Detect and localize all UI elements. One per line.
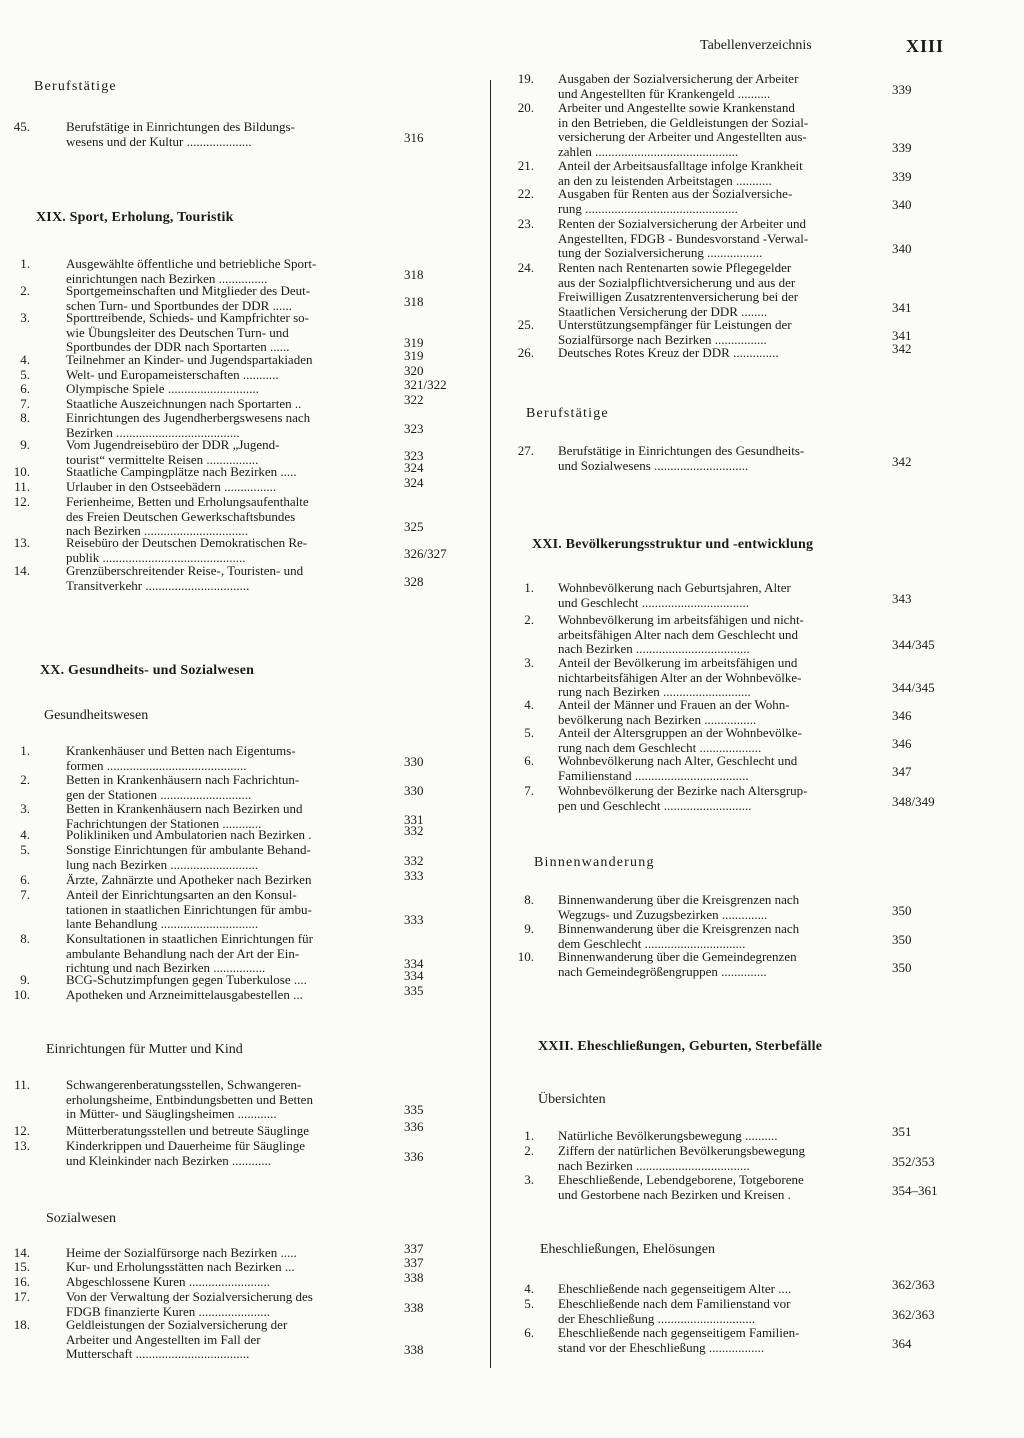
entry-title — [66, 1124, 309, 1139]
entry-title — [558, 726, 802, 755]
entry-title — [558, 581, 791, 610]
entry-title — [558, 187, 792, 216]
entry-title — [66, 973, 307, 988]
entry-page: 350 — [892, 902, 912, 918]
entry-number: 4. — [20, 827, 30, 842]
entry-number: 9. — [20, 972, 30, 987]
entry-number: 13. — [13, 535, 30, 550]
entry-title-line: Schwangerenberatungsstellen, Schwangeren- — [66, 1077, 302, 1092]
entry-number: 26. — [517, 345, 534, 360]
entry-page: 319 — [404, 348, 424, 363]
entry-title-line: Eheschließende nach gegenseitigem Alter .... — [558, 1281, 792, 1296]
entry-page: 354–361 — [892, 1182, 938, 1198]
entry-page: 339 — [892, 81, 912, 97]
entry-number: 2. — [524, 1143, 534, 1158]
entry-page: 324 — [404, 475, 424, 490]
section-heading-gesundheitswesen: Gesundheitswesen — [44, 708, 149, 723]
entry-page: 334 — [404, 956, 424, 971]
entry-title — [66, 843, 311, 872]
entry-number: 6. — [524, 1325, 534, 1340]
entry-page: 341 — [892, 327, 912, 343]
entry-title-line: zahlen ............................................ — [558, 143, 739, 159]
entry-title — [558, 893, 799, 922]
entry-number: 25. — [517, 317, 534, 332]
entry-number: 1. — [20, 256, 30, 271]
entry-title-line: Renten der Sozialversicherung der Arbeiter und — [558, 216, 806, 231]
entry-number: 8. — [524, 892, 534, 907]
entry-page: 362/363 — [892, 1277, 935, 1292]
entry-title — [66, 1318, 287, 1362]
entry-title-line: Sonstige Einrichtungen für ambulante Behand- — [66, 842, 311, 857]
entry-page: 350 — [892, 931, 912, 947]
entry-page: 326/327 — [404, 545, 447, 561]
entry-page: 323 — [404, 447, 424, 463]
entry-page: 340 — [892, 196, 912, 212]
entry-title-line: rung nach Bezirken ........................... — [558, 684, 751, 699]
entry-title-line: Ausgewählte öffentliche und betriebliche Sport- — [66, 256, 317, 271]
entry-number: 3. — [20, 310, 30, 325]
entry-title-line: und Angestellten für Krankengeld .......... — [558, 85, 771, 101]
entry-number: 11. — [14, 1077, 30, 1092]
entry-title-line: Bezirken ...................................... — [66, 424, 240, 440]
entry-number: 17. — [13, 1289, 30, 1304]
entry-title — [558, 698, 790, 727]
entry-title — [558, 101, 808, 159]
entry-number: 14. — [13, 563, 30, 578]
entry-title-line: Angestellten, FDGB - Bundesvorstand -Verwal- — [558, 230, 809, 246]
entry-page: 316 — [404, 129, 424, 145]
section-heading-mutter-kind: Einrichtungen für Mutter und Kind — [46, 1042, 243, 1057]
entry-title-line: Krankenhäuser und Betten nach Eigentums- — [66, 743, 296, 758]
entry-title-line: dem Geschlecht ............................... — [558, 935, 746, 951]
entry-title — [66, 564, 303, 593]
entry-title-line: Olympische Spiele ............................ — [66, 381, 259, 396]
entry-title — [558, 261, 798, 319]
entry-title-line: Wegzugs- und Zuzugsbezirken .............. — [558, 906, 768, 922]
entry-page: 333 — [404, 912, 424, 927]
section-heading-binnenwanderung: Binnenwanderung — [534, 855, 655, 870]
entry-title-line: Polikliniken und Ambulatorien nach Bezirken . — [66, 827, 312, 842]
entry-page: 337 — [404, 1255, 424, 1270]
entry-page: 318 — [404, 293, 424, 309]
entry-title-line: Anteil der Einrichtungsarten an den Konsul- — [66, 887, 297, 902]
entry-title-line: Betten in Krankenhäusern nach Fachrichtun- — [66, 772, 300, 787]
entry-number: 3. — [524, 1172, 534, 1187]
entry-title — [558, 444, 804, 473]
entry-number: 2. — [20, 283, 30, 298]
entry-title-line: ambulante Behandlung nach der Art der Ein- — [66, 945, 300, 961]
entry-title-line: Ausgaben für Renten aus der Sozialversiche- — [558, 186, 793, 201]
entry-page: 332 — [404, 852, 424, 868]
entry-title-line: richtung und nach Bezirken ................ — [66, 960, 266, 975]
entry-title-line: Mütterberatungsstellen und betreute Säuglinge — [66, 1123, 309, 1138]
entry-title — [558, 784, 807, 813]
entry-number: 11. — [14, 479, 30, 494]
entry-title — [66, 1275, 270, 1290]
entry-title-line: Ferienheime, Betten und Erholungsaufenthalte — [66, 494, 309, 509]
entry-number: 2. — [524, 612, 534, 627]
entry-title-line: Unterstützungsempfänger für Leistungen der — [558, 317, 792, 332]
entry-title-line: Ärzte, Zahnärzte und Apotheker nach Bezirken — [66, 872, 312, 887]
entry-title-line: Einrichtungen des Jugendherbergswesens nach — [66, 410, 311, 425]
entry-page: 346 — [892, 735, 912, 751]
entry-title — [66, 744, 296, 773]
entry-number: 10. — [517, 949, 534, 964]
entry-title-line: Wohnbevölkerung nach Alter, Geschlecht und — [558, 753, 798, 768]
entry-title-line: Anteil der Männer und Frauen an der Wohn- — [558, 697, 790, 712]
entry-page: 322 — [404, 392, 424, 407]
entry-number: 9. — [524, 921, 534, 936]
entry-page: 334 — [404, 968, 424, 983]
entry-title — [66, 1078, 313, 1122]
entry-number: 13. — [13, 1138, 30, 1153]
entry-title-line: bevölkerung nach Bezirken ................ — [558, 711, 757, 727]
entry-page: 335 — [404, 983, 424, 998]
entry-title-line: Eheschließende nach dem Familienstand vor — [558, 1296, 791, 1311]
entry-title-line: Wohnbevölkerung im arbeitsfähigen und nicht- — [558, 612, 804, 627]
entry-title-line: des Freien Deutschen Gewerkschaftsbundes — [66, 508, 296, 524]
entry-title-line: tung der Sozialversicherung ................. — [558, 245, 763, 260]
entry-title — [66, 988, 303, 1003]
entry-title-line: BCG-Schutzimpfungen gegen Tuberkulose .... — [66, 972, 307, 987]
entry-title-line: Binnenwanderung über die Gemeindegrenzen — [558, 949, 797, 964]
entry-number: 9. — [20, 437, 30, 452]
entry-page: 344/345 — [892, 637, 935, 652]
section-heading-ehe: Eheschließungen, Ehelösungen — [540, 1242, 715, 1257]
entry-number: 19. — [517, 71, 534, 86]
entry-title-line: Berufstätige in Einrichtungen des Gesundheits- — [558, 443, 805, 458]
running-title: Tabellenverzeichnis — [700, 38, 812, 53]
entry-title-line: Berufstätige in Einrichtungen des Bildungs- — [66, 119, 295, 134]
entry-title-line: Sportbundes der DDR nach Sportarten ...... — [66, 339, 290, 354]
entry-page: 338 — [404, 1270, 424, 1285]
entry-title-line: publik ............................................ — [66, 549, 246, 565]
entry-title — [66, 438, 280, 467]
entry-number: 22. — [517, 186, 534, 201]
entry-title-line: stand vor der Eheschließung ................. — [558, 1339, 765, 1355]
entry-page: 318 — [404, 266, 424, 282]
entry-number: 5. — [524, 725, 534, 740]
entry-page: 337 — [404, 1241, 424, 1256]
entry-title-line: pen und Geschlecht ........................... — [558, 797, 752, 813]
entry-page: 342 — [892, 453, 912, 469]
entry-number: 16. — [13, 1274, 30, 1289]
entry-title-line: Natürliche Bevölkerungsbewegung .......... — [558, 1128, 778, 1143]
entry-title-line: Ziffern der natürlichen Bevölkerungsbewegung — [558, 1143, 806, 1158]
entry-title-line: Von der Verwaltung der Sozialversicherung des — [66, 1289, 313, 1304]
entry-title-line: gen der Stationen ............................ — [66, 786, 252, 802]
entry-page: 346 — [892, 707, 912, 723]
entry-number: 5. — [20, 842, 30, 857]
entry-title-line: und Gestorbene nach Bezirken und Kreisen . — [558, 1186, 791, 1202]
entry-title-line: Staatlichen Versicherung der DDR ........ — [558, 303, 768, 319]
entry-title — [66, 120, 295, 149]
entry-title-line: Betten in Krankenhäusern nach Bezirken und — [66, 801, 303, 816]
entry-page: 333 — [404, 868, 424, 883]
entry-number: 45. — [13, 119, 30, 134]
entry-title-line: Anteil der Altersgruppen an der Wohnbevölke- — [558, 725, 802, 740]
entry-title-line: Wohnbevölkerung nach Geburtsjahren, Alter — [558, 580, 791, 595]
entry-title — [558, 346, 779, 361]
entry-title-line: und Kleinkinder nach Bezirken ............ — [66, 1152, 272, 1168]
entry-page: 336 — [404, 1148, 424, 1164]
entry-number: 10. — [13, 987, 30, 1002]
entry-title — [66, 773, 299, 802]
entry-title — [66, 480, 276, 495]
entry-title-line: Staatliche Auszeichnungen nach Sportarten .. — [66, 396, 302, 411]
chapter-heading-xx: XX. Gesundheits- und Sozialwesen — [40, 663, 255, 678]
entry-number: 3. — [20, 801, 30, 816]
entry-title-line: Deutsches Rotes Kreuz der DDR .............. — [558, 345, 779, 360]
entry-page: 342 — [892, 341, 912, 356]
section-heading-berufstaetige: Berufstätige — [34, 79, 117, 94]
entry-title-line: in Mütter- und Säuglingsheimen ............ — [66, 1106, 277, 1121]
entry-page: 362/363 — [892, 1306, 935, 1322]
entry-page: 323 — [404, 420, 424, 436]
entry-page: 344/345 — [892, 680, 935, 695]
entry-title-line: Freiwilligen Zusatzrentenversicherung bei der — [558, 289, 799, 304]
entry-title — [66, 1290, 313, 1319]
entry-number: 5. — [20, 367, 30, 382]
entry-title-line: Eheschließende nach gegenseitigem Familien- — [558, 1325, 800, 1340]
section-heading-berufstaetige-2: Berufstätige — [526, 406, 609, 421]
page-number: XIII — [906, 36, 945, 56]
entry-number: 7. — [20, 396, 30, 411]
entry-title-line: Konsultationen in staatlichen Einrichtungen für — [66, 931, 313, 946]
entry-title-line: nach Bezirken ................................... — [558, 1157, 750, 1173]
entry-title — [558, 1129, 778, 1144]
entry-number: 3. — [524, 655, 534, 670]
entry-number: 4. — [524, 697, 534, 712]
entry-title — [66, 353, 312, 368]
entry-number: 7. — [524, 783, 534, 798]
entry-title-line: schen Turn- und Sportbundes der DDR ...... — [66, 297, 293, 313]
section-heading-sozialwesen: Sozialwesen — [46, 1211, 116, 1226]
entry-page: 348/349 — [892, 793, 935, 809]
entry-page: 319 — [404, 335, 424, 350]
entry-number: 18. — [13, 1317, 30, 1332]
entry-number: 23. — [517, 216, 534, 231]
entry-title — [66, 311, 309, 355]
entry-title — [558, 1144, 805, 1173]
entry-title — [558, 950, 797, 979]
entry-number: 1. — [524, 1128, 534, 1143]
entry-title — [66, 536, 307, 565]
entry-page: 347 — [892, 763, 912, 779]
entry-number: 14. — [13, 1245, 30, 1260]
entry-page: 330 — [404, 782, 424, 798]
entry-title-line: Kinderkrippen und Dauerheime für Säuglinge — [66, 1138, 305, 1153]
entry-title-line: Sozialfürsorge nach Bezirken ................ — [558, 331, 767, 347]
entry-page: 339 — [892, 168, 912, 184]
entry-number: 10. — [13, 464, 30, 479]
chapter-heading-xxi: XXI. Bevölkerungsstruktur und -entwicklung — [532, 537, 814, 552]
chapter-heading-xxii: XXII. Eheschließungen, Geburten, Sterbefälle — [538, 1039, 823, 1054]
entry-title-line: einrichtungen nach Bezirken ............... — [66, 270, 268, 286]
entry-number: 4. — [20, 352, 30, 367]
entry-title-line: Welt- und Europameisterschaften ........... — [66, 367, 279, 382]
entry-title-line: Reisebüro der Deutschen Demokratischen Re- — [66, 535, 308, 550]
entry-title — [66, 257, 316, 286]
entry-title — [66, 284, 310, 313]
entry-title-line: Abgeschlossene Kuren ......................... — [66, 1274, 270, 1289]
entry-title — [558, 217, 808, 261]
entry-number: 8. — [20, 931, 30, 946]
entry-page: 320 — [404, 363, 424, 378]
entry-page: 328 — [404, 573, 424, 589]
entry-title-line: wie Übungsleiter des Deutschen Turn- und — [66, 324, 289, 340]
entry-title-line: Mutterschaft ................................... — [66, 1346, 250, 1361]
entry-title — [558, 318, 792, 347]
entry-title-line: Wohnbevölkerung der Bezirke nach Altersgrup- — [558, 783, 808, 798]
entry-title-line: der Eheschließung .............................. — [558, 1310, 756, 1326]
entry-title-line: in den Betrieben, die Geldleistungen der Sozial- — [558, 114, 809, 130]
chapter-heading-xix: XIX. Sport, Erholung, Touristik — [36, 210, 234, 225]
entry-number: 6. — [20, 381, 30, 396]
entry-title — [66, 888, 312, 932]
entry-title — [66, 411, 310, 440]
entry-title — [558, 1173, 804, 1202]
entry-title-line: wesens und der Kultur .................... — [66, 133, 252, 149]
entry-title-line: Ausgaben der Sozialversicherung der Arbeiter — [558, 71, 799, 86]
entry-page: 321/322 — [404, 377, 447, 392]
entry-title — [66, 465, 297, 480]
entry-number: 12. — [13, 494, 30, 509]
entry-number: 15. — [13, 1259, 30, 1274]
entry-title-line: aus der Sozialpflichtversicherung und aus der — [558, 274, 796, 290]
entry-title-line: Teilnehmer an Kinder- und Jugendspartakiaden — [66, 352, 313, 367]
entry-title-line: Kur- und Erholungsstätten nach Bezirken ... — [66, 1259, 295, 1274]
entry-page: 364 — [892, 1335, 912, 1351]
entry-title-line: nach Bezirken ................................... — [558, 641, 750, 656]
entry-title-line: und Sozialwesens ............................. — [558, 457, 749, 473]
entry-title — [558, 656, 801, 700]
entry-page: 339 — [892, 139, 912, 155]
entry-page: 350 — [892, 959, 912, 975]
entry-title-line: lante Behandlung .............................. — [66, 916, 259, 931]
entry-title-line: Apotheken und Arzneimittelausgabestellen ... — [66, 987, 303, 1002]
entry-page: 336 — [404, 1119, 424, 1134]
entry-title — [66, 932, 313, 976]
entry-title-line: nach Bezirken ................................ — [66, 523, 248, 538]
entry-number: 4. — [524, 1281, 534, 1296]
entry-title-line: Anteil der Bevölkerung im arbeitsfähigen und — [558, 655, 798, 670]
entry-title-line: und Geschlecht ................................. — [558, 594, 750, 610]
entry-title-line: Transitverkehr ................................ — [66, 577, 250, 593]
entry-title-line: erholungsheime, Entbindungsbetten und Betten — [66, 1091, 313, 1107]
entry-page: 338 — [404, 1299, 424, 1315]
section-heading-uebersichten: Übersichten — [538, 1092, 606, 1107]
entry-title — [66, 828, 312, 843]
entry-number: 6. — [20, 872, 30, 887]
entry-title-line: FDGB finanzierte Kuren ...................... — [66, 1303, 270, 1319]
entry-number: 24. — [517, 260, 534, 275]
entry-title-line: Sporttreibende, Schieds- und Kampfrichter so- — [66, 310, 309, 325]
entry-number: 27. — [517, 443, 534, 458]
entry-title-line: tationen in staatlichen Einrichtungen für ambu- — [66, 901, 312, 917]
entry-title — [558, 1282, 791, 1297]
entry-title — [66, 1139, 305, 1168]
entry-title-line: an den zu leistenden Arbeitstagen ........... — [558, 172, 772, 188]
entry-title-line: rung ............................................... — [558, 200, 738, 216]
entry-title — [558, 159, 803, 188]
entry-page: 340 — [892, 241, 912, 256]
entry-page: 335 — [404, 1102, 424, 1117]
entry-title — [558, 1297, 790, 1326]
entry-number: 7. — [20, 887, 30, 902]
page-header — [0, 36, 1024, 60]
entry-page: 325 — [404, 519, 424, 534]
entry-title-line: tourist“ vermittelte Reisen ................ — [66, 451, 259, 467]
entry-number: 6. — [524, 753, 534, 768]
entry-number: 5. — [524, 1296, 534, 1311]
entry-title — [66, 1260, 295, 1275]
entry-page: 338 — [404, 1342, 424, 1357]
entry-page: 331 — [404, 811, 424, 827]
entry-title — [558, 1326, 800, 1355]
entry-page: 330 — [404, 753, 424, 769]
entry-title-line: arbeitsfähigen Alter nach dem Geschlecht und — [558, 626, 799, 642]
entry-title-line: Arbeiter und Angestellten im Fall der — [66, 1331, 261, 1347]
entry-page: 351 — [892, 1124, 912, 1139]
entry-title-line: Sportgemeinschaften und Mitglieder des Deut- — [66, 283, 311, 298]
column-divider — [490, 80, 491, 1368]
entry-title-line: Familienstand ................................... — [558, 767, 749, 783]
entry-page: 341 — [892, 299, 912, 315]
entry-number: 12. — [13, 1123, 30, 1138]
entry-title-line: Grenzüberschreitender Reise-, Touristen- und — [66, 563, 304, 578]
entry-title-line: Eheschließende, Lebendgeborene, Totgeborene — [558, 1172, 804, 1187]
entry-title-line: nichtarbeitsfähigen Alter an der Wohnbevölke- — [558, 669, 802, 685]
entry-title — [558, 72, 798, 101]
entry-page: 332 — [404, 823, 424, 838]
entry-number: 8. — [20, 410, 30, 425]
entry-title — [558, 922, 799, 951]
entry-title-line: Renten nach Rentenarten sowie Pflegegelder — [558, 260, 792, 275]
entry-title-line: Geldleistungen der Sozialversicherung der — [66, 1317, 288, 1332]
entry-title-line: Vom Jugendreisebüro der DDR „Jugend- — [66, 437, 280, 452]
entry-number: 2. — [20, 772, 30, 787]
entry-title — [66, 873, 311, 888]
entry-page: 352/353 — [892, 1153, 935, 1169]
entry-title — [66, 382, 259, 397]
entry-title-line: Anteil der Arbeitsausfalltage infolge Krankheit — [558, 158, 803, 173]
entry-title-line: versicherung der Arbeiter und Angestellten aus- — [558, 129, 807, 144]
entry-title-line: formen ........................................... — [66, 757, 247, 773]
entry-number: 20. — [517, 100, 534, 115]
entry-title-line: lung nach Bezirken ........................... — [66, 856, 259, 872]
entry-title-line: Urlauber in den Ostseebädern ................ — [66, 479, 277, 494]
entry-title-line: nach Gemeindegrößengruppen .............. — [558, 963, 767, 979]
entry-number: 1. — [20, 743, 30, 758]
entry-title-line: Staatliche Campingplätze nach Bezirken ..... — [66, 464, 297, 479]
entry-page: 343 — [892, 590, 912, 606]
entry-title — [558, 613, 804, 657]
entry-number: 21. — [517, 158, 534, 173]
entry-page: 324 — [404, 460, 424, 475]
entry-title-line: Binnenwanderung über die Kreisgrenzen nach — [558, 892, 800, 907]
entry-title-line: Heime der Sozialfürsorge nach Bezirken ..... — [66, 1245, 297, 1260]
entry-title-line: rung nach dem Geschlecht ................... — [558, 739, 762, 755]
entry-title-line: Binnenwanderung über die Kreisgrenzen nach — [558, 921, 800, 936]
entry-title-line: Fachrichtungen der Stationen ............ — [66, 815, 262, 831]
entry-title — [558, 754, 797, 783]
entry-title-line: Arbeiter und Angestellte sowie Krankenstand — [558, 100, 795, 115]
entry-number: 1. — [524, 580, 534, 595]
entry-title — [66, 495, 309, 539]
